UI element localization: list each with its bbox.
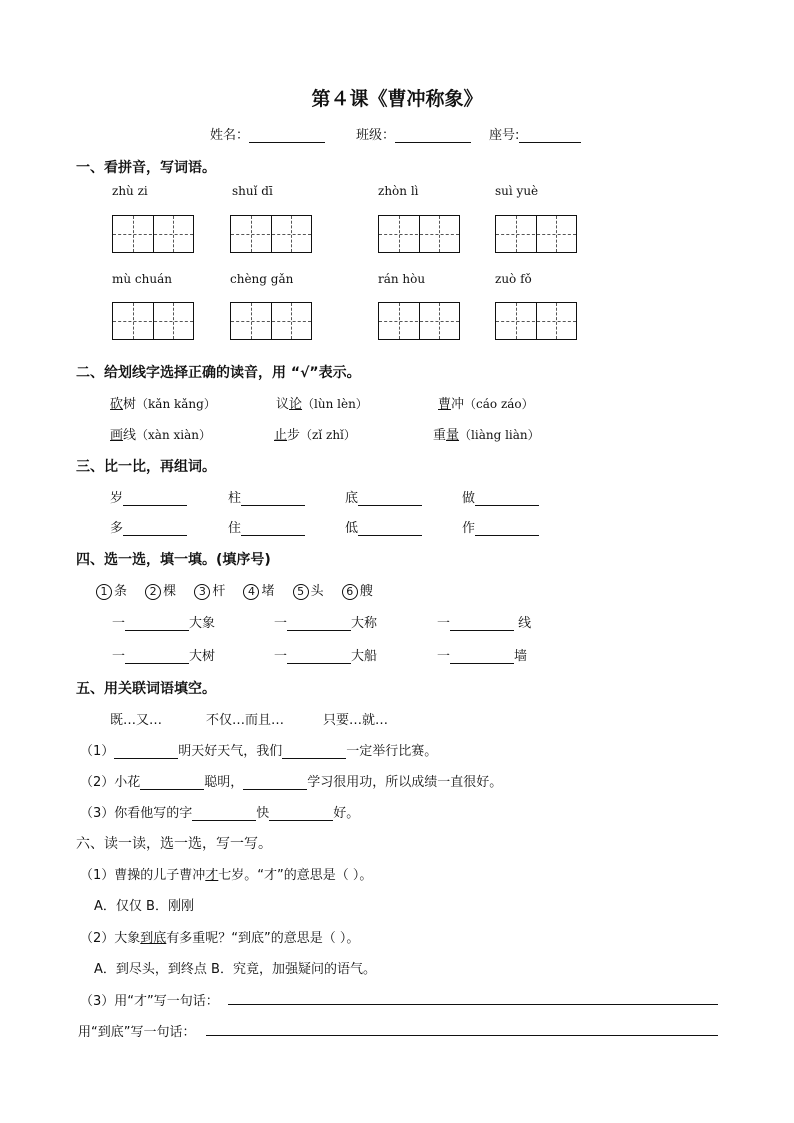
option-number: 3	[194, 584, 210, 600]
reading-choice[interactable]	[433, 424, 540, 443]
question-3-label: （3）用“才”写一句话：	[80, 994, 219, 1009]
underlined-char: 论	[289, 397, 303, 412]
option-item	[96, 584, 127, 599]
pinyin-options: （kǎn kǎng）	[136, 397, 216, 411]
option-number: 6	[342, 584, 358, 600]
noun: 线	[514, 616, 532, 631]
section-3-heading: 三、比一比，再组词。	[76, 459, 216, 475]
prefix: 一	[437, 649, 451, 664]
pinyin-options: （cáo záo）	[464, 397, 534, 411]
answer-blank[interactable]	[243, 775, 307, 790]
char: 树	[123, 397, 137, 412]
answer-blank[interactable]	[123, 491, 187, 506]
class-label: 班级：	[356, 128, 396, 143]
underlined-char: 曹	[438, 397, 452, 412]
name-field[interactable]	[210, 124, 325, 143]
fill-item[interactable]	[274, 645, 377, 664]
option-item	[145, 584, 176, 599]
option-word: 艘	[359, 584, 373, 599]
noun: 大象	[189, 616, 216, 631]
seat-blank[interactable]	[519, 128, 581, 143]
writing-grid[interactable]	[112, 215, 194, 253]
sentence-q1[interactable]	[80, 740, 437, 759]
char: 岁	[110, 491, 124, 506]
char: 住	[228, 521, 242, 536]
seat-field[interactable]	[489, 124, 581, 143]
writing-grid[interactable]	[495, 302, 577, 340]
measure-word-options	[96, 580, 373, 600]
noun: 大树	[189, 649, 216, 664]
underlined-char: 止	[274, 428, 288, 443]
word-pair-item[interactable]	[462, 487, 539, 506]
option-number: 5	[293, 584, 309, 600]
text: 聪明，	[204, 775, 244, 790]
reading-choice[interactable]	[274, 424, 356, 443]
pinyin-label: zhòn lì	[378, 184, 419, 198]
answer-blank[interactable]	[114, 744, 178, 759]
text: （3）你看他写的字	[80, 806, 193, 821]
writing-grid[interactable]	[378, 215, 460, 253]
text: 学习很用功，所以成绩一直很好。	[307, 775, 503, 790]
conjunction-option: 不仅…而且…	[206, 713, 285, 728]
char: 议	[276, 397, 290, 412]
pinyin-label: suì yuè	[495, 184, 539, 198]
underlined-char: 量	[446, 428, 460, 443]
fill-item[interactable]	[274, 612, 377, 631]
char: 低	[345, 521, 359, 536]
text: 七岁。“才”的意思是（ ）。	[218, 868, 373, 883]
writing-grid[interactable]	[378, 302, 460, 340]
answer-blank[interactable]	[282, 744, 346, 759]
word-pair-item[interactable]	[345, 517, 422, 536]
question-2	[80, 927, 359, 946]
char: 底	[345, 491, 359, 506]
prefix: 一	[274, 649, 288, 664]
answer-blank[interactable]	[450, 649, 514, 664]
answer-line[interactable]	[206, 1035, 718, 1036]
name-label: 姓名：	[210, 128, 250, 143]
pinyin-label: chèng gǎn	[230, 272, 294, 286]
option-word: 堵	[261, 584, 275, 599]
sentence-q2[interactable]	[80, 771, 502, 790]
underlined-word: 到底	[140, 931, 167, 946]
writing-grid[interactable]	[230, 302, 312, 340]
option-word: 棵	[163, 584, 177, 599]
pinyin-label: zuò fǒ	[495, 272, 532, 286]
option-number: 1	[96, 584, 112, 600]
writing-grid[interactable]	[230, 215, 312, 253]
word-pair-item[interactable]	[345, 487, 422, 506]
fill-item[interactable]	[112, 612, 215, 631]
pinyin-options: （xàn xiàn）	[136, 428, 211, 442]
prefix: 一	[112, 616, 126, 631]
char: 冲	[451, 397, 465, 412]
char: 做	[462, 491, 476, 506]
option-item	[243, 584, 274, 599]
char: 步	[287, 428, 301, 443]
underlined-char: 画	[110, 428, 124, 443]
option-word: 头	[310, 584, 324, 599]
underlined-char: 砍	[110, 397, 124, 412]
text: （1）	[80, 744, 115, 759]
sentence-q3[interactable]	[80, 802, 359, 821]
pinyin-options: （liàng liàn）	[459, 428, 540, 442]
question-4-label: 用“到底”写一句话：	[78, 1025, 196, 1040]
writing-grid[interactable]	[495, 215, 577, 253]
reading-choice[interactable]	[276, 393, 368, 412]
answer-blank[interactable]	[125, 616, 189, 631]
reading-choice[interactable]	[110, 424, 211, 443]
page-title: 第４课《曹冲称象》	[311, 88, 483, 110]
prefix: 一	[274, 616, 288, 631]
section-2-heading: 二、给划线字选择正确的读音，用 “√”表示。	[76, 365, 361, 381]
answer-blank[interactable]	[241, 491, 305, 506]
reading-choice[interactable]	[438, 393, 534, 412]
answer-blank[interactable]	[269, 806, 333, 821]
char: 重	[433, 428, 447, 443]
text: 明天好天气，我们	[178, 744, 283, 759]
word-pair-item[interactable]	[228, 487, 305, 506]
fill-item[interactable]	[437, 612, 531, 631]
pinyin-label: mù chuán	[112, 272, 172, 286]
answer-blank[interactable]	[140, 775, 204, 790]
conjunction-option: 既…又…	[110, 713, 163, 728]
word-pair-item[interactable]	[462, 517, 539, 536]
section-5-heading: 五、用关联词语填空。	[76, 681, 216, 697]
question-2-options[interactable]: A．到尽头，到终点 B．究竟，加强疑问的语气。	[94, 962, 376, 977]
option-number: 2	[145, 584, 161, 600]
text: 好。	[333, 806, 360, 821]
text: 有多重呢？“到底”的意思是（ ）。	[166, 931, 360, 946]
option-item	[342, 584, 373, 599]
text: 一定举行比赛。	[346, 744, 438, 759]
pinyin-label: rán hòu	[378, 272, 426, 286]
answer-blank[interactable]	[358, 491, 422, 506]
text: （2）大象	[80, 931, 141, 946]
fill-item[interactable]	[112, 645, 215, 664]
pinyin-options: （lùn lèn）	[302, 397, 368, 411]
word-pair-item[interactable]	[228, 517, 305, 536]
pinyin-options: （zǐ zhǐ）	[300, 428, 356, 442]
char: 线	[123, 428, 137, 443]
noun: 大船	[351, 649, 378, 664]
option-item	[194, 584, 225, 599]
name-blank[interactable]	[249, 128, 325, 143]
noun: 墙	[514, 649, 528, 664]
answer-line[interactable]	[228, 1004, 718, 1005]
word-pair-item[interactable]	[110, 487, 187, 506]
section-6-heading: 六、读一读，选一选，写一写。	[76, 836, 272, 852]
answer-blank[interactable]	[192, 806, 256, 821]
option-item	[293, 584, 324, 599]
word-pair-item[interactable]	[110, 517, 187, 536]
answer-blank[interactable]	[241, 521, 305, 536]
answer-blank[interactable]	[287, 649, 351, 664]
option-word: 杆	[212, 584, 226, 599]
class-blank[interactable]	[395, 128, 471, 143]
pinyin-label: shuǐ dī	[232, 184, 273, 198]
class-field[interactable]	[356, 124, 471, 143]
section-4-heading: 四、选一选，填一填。(填序号)	[76, 552, 271, 568]
char: 作	[462, 521, 476, 536]
answer-blank[interactable]	[125, 649, 189, 664]
text: （2）小花	[80, 775, 141, 790]
pinyin-label: zhù zi	[112, 184, 148, 198]
section-1-heading: 一、看拼音，写词语。	[76, 160, 216, 176]
prefix: 一	[437, 616, 451, 631]
answer-blank[interactable]	[475, 491, 539, 506]
option-number: 4	[243, 584, 259, 600]
reading-choice[interactable]	[110, 393, 216, 412]
text: （1）曹操的儿子曹冲	[80, 868, 206, 883]
underlined-word: 才	[205, 868, 219, 883]
answer-blank[interactable]	[123, 521, 187, 536]
answer-blank[interactable]	[475, 521, 539, 536]
fill-item[interactable]	[437, 645, 527, 664]
option-word: 条	[114, 584, 128, 599]
answer-blank[interactable]	[358, 521, 422, 536]
char: 柱	[228, 491, 242, 506]
question-1-options[interactable]: A．仅仅 B．刚刚	[94, 899, 194, 914]
seat-label: 座号:	[489, 128, 520, 143]
answer-blank[interactable]	[450, 616, 514, 631]
prefix: 一	[112, 649, 126, 664]
char: 多	[110, 521, 124, 536]
text: 快	[256, 806, 270, 821]
answer-blank[interactable]	[287, 616, 351, 631]
writing-grid[interactable]	[112, 302, 194, 340]
noun: 大称	[351, 616, 378, 631]
question-1	[80, 864, 372, 883]
conjunction-option: 只要…就…	[323, 713, 389, 728]
